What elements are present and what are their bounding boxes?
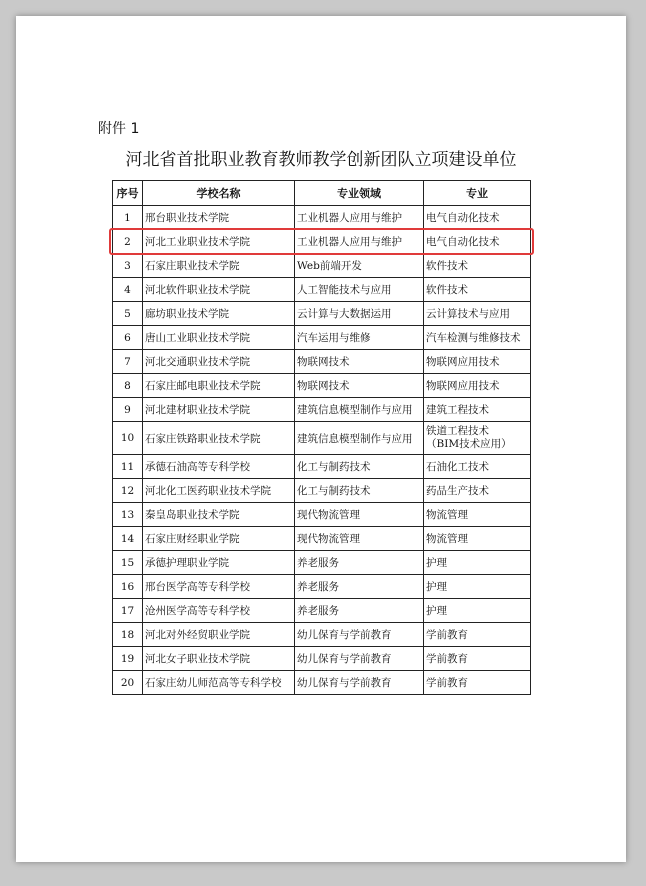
- cell-no: 4: [113, 278, 143, 302]
- cell-no: 3: [113, 254, 143, 278]
- cell-major: 建筑工程技术: [424, 398, 531, 422]
- cell-school: 沧州医学高等专科学校: [143, 599, 295, 623]
- cell-school: 河北建材职业技术学院: [143, 398, 295, 422]
- cell-school: 唐山工业职业技术学院: [143, 326, 295, 350]
- cell-school: 河北对外经贸职业学院: [143, 623, 295, 647]
- cell-no: 18: [113, 623, 143, 647]
- cell-no: 11: [113, 455, 143, 479]
- table-row: [113, 503, 531, 527]
- cell-no: 7: [113, 350, 143, 374]
- cell-school: 河北工业职业技术学院: [143, 230, 295, 254]
- header-major: 专业: [424, 181, 531, 206]
- cell-field: 化工与制药技术: [295, 479, 424, 503]
- cell-major: 电气自动化技术: [424, 230, 531, 254]
- cell-field: Web前端开发: [295, 254, 424, 278]
- cell-major: 物联网应用技术: [424, 374, 531, 398]
- cell-major: 物流管理: [424, 503, 531, 527]
- cell-major: 石油化工技术: [424, 455, 531, 479]
- cell-no: 8: [113, 374, 143, 398]
- cell-no: 2: [113, 230, 143, 254]
- cell-no: 13: [113, 503, 143, 527]
- cell-school: 石家庄铁路职业技术学院: [143, 422, 295, 455]
- cell-field: 云计算与大数据运用: [295, 302, 424, 326]
- cell-school: 邢台医学高等专科学校: [143, 575, 295, 599]
- cell-major: 学前教育: [424, 671, 531, 695]
- table-row: [113, 302, 531, 326]
- table-row: [113, 671, 531, 695]
- cell-field: 养老服务: [295, 575, 424, 599]
- cell-no: 17: [113, 599, 143, 623]
- cell-school: 廊坊职业技术学院: [143, 302, 295, 326]
- attachment-label: 附件 1: [98, 121, 140, 137]
- cell-field: 养老服务: [295, 599, 424, 623]
- cell-school: 石家庄幼儿师范高等专科学校: [143, 671, 295, 695]
- cell-no: 19: [113, 647, 143, 671]
- table-row: [113, 422, 531, 455]
- cell-school: 河北女子职业技术学院: [143, 647, 295, 671]
- cell-field: 工业机器人应用与维护: [295, 206, 424, 230]
- cell-major: 护理: [424, 551, 531, 575]
- cell-no: 1: [113, 206, 143, 230]
- cell-major: [424, 422, 531, 455]
- cell-school: 河北软件职业技术学院: [143, 278, 295, 302]
- cell-no: 6: [113, 326, 143, 350]
- cell-no: 15: [113, 551, 143, 575]
- cell-school: 石家庄邮电职业技术学院: [143, 374, 295, 398]
- cell-no: 12: [113, 479, 143, 503]
- header-field: 专业领域: [295, 181, 424, 206]
- cell-school: 邢台职业技术学院: [143, 206, 295, 230]
- table-row: [113, 623, 531, 647]
- cell-school: 河北交通职业技术学院: [143, 350, 295, 374]
- cell-field: 建筑信息模型制作与应用: [295, 422, 424, 455]
- cell-major: 电气自动化技术: [424, 206, 531, 230]
- cell-field: 养老服务: [295, 551, 424, 575]
- table-row: [113, 206, 531, 230]
- cell-major: 护理: [424, 575, 531, 599]
- cell-field: 工业机器人应用与维护: [295, 230, 424, 254]
- cell-major: 物流管理: [424, 527, 531, 551]
- cell-school: 承德石油高等专科学校: [143, 455, 295, 479]
- table-row: [113, 398, 531, 422]
- cell-major: 药品生产技术: [424, 479, 531, 503]
- table-row: [113, 527, 531, 551]
- document-title: 河北省首批职业教育教师教学创新团队立项建设单位: [125, 150, 517, 170]
- table-row: [113, 575, 531, 599]
- cell-major: 护理: [424, 599, 531, 623]
- header-no: 序号: [113, 181, 143, 206]
- cell-field: 物联网技术: [295, 350, 424, 374]
- table-row: [113, 278, 531, 302]
- cell-field: 幼儿保育与学前教育: [295, 623, 424, 647]
- cell-no: 9: [113, 398, 143, 422]
- cell-major: 学前教育: [424, 647, 531, 671]
- table-row: [113, 254, 531, 278]
- document-page: [16, 16, 626, 862]
- cell-field: 建筑信息模型制作与应用: [295, 398, 424, 422]
- table-row: [113, 455, 531, 479]
- header-school: 学校名称: [143, 181, 295, 206]
- table-row: [113, 551, 531, 575]
- cell-school: 秦皇岛职业技术学院: [143, 503, 295, 527]
- table-row: [113, 326, 531, 350]
- cell-school: 河北化工医药职业技术学院: [143, 479, 295, 503]
- cell-field: 幼儿保育与学前教育: [295, 647, 424, 671]
- cell-major: 软件技术: [424, 278, 531, 302]
- cell-no: 16: [113, 575, 143, 599]
- cell-field: 物联网技术: [295, 374, 424, 398]
- cell-school: 石家庄财经职业学院: [143, 527, 295, 551]
- cell-field: 幼儿保育与学前教育: [295, 671, 424, 695]
- table-row: [113, 599, 531, 623]
- table-row: [113, 479, 531, 503]
- cell-no: 10: [113, 422, 143, 455]
- cell-major: 汽车检测与维修技术: [424, 326, 531, 350]
- cell-field: 现代物流管理: [295, 527, 424, 551]
- cell-school: 承德护理职业学院: [143, 551, 295, 575]
- cell-major: 云计算技术与应用: [424, 302, 531, 326]
- highlight-box: [109, 228, 534, 255]
- table-row: [113, 647, 531, 671]
- cell-field: 人工智能技术与应用: [295, 278, 424, 302]
- table-header-row: [113, 181, 531, 206]
- cell-school: 石家庄职业技术学院: [143, 254, 295, 278]
- cell-major-line2: （BIM技术应用）: [426, 438, 512, 450]
- cell-no: 14: [113, 527, 143, 551]
- cell-field: 现代物流管理: [295, 503, 424, 527]
- table-row: [113, 374, 531, 398]
- table-row: [113, 350, 531, 374]
- cell-no: 20: [113, 671, 143, 695]
- school-list-table: [112, 180, 531, 695]
- cell-major: 软件技术: [424, 254, 531, 278]
- cell-field: 汽车运用与维修: [295, 326, 424, 350]
- cell-major: 学前教育: [424, 623, 531, 647]
- cell-field: 化工与制药技术: [295, 455, 424, 479]
- cell-no: 5: [113, 302, 143, 326]
- cell-major: 物联网应用技术: [424, 350, 531, 374]
- cell-major-line1: 铁道工程技术: [426, 425, 489, 437]
